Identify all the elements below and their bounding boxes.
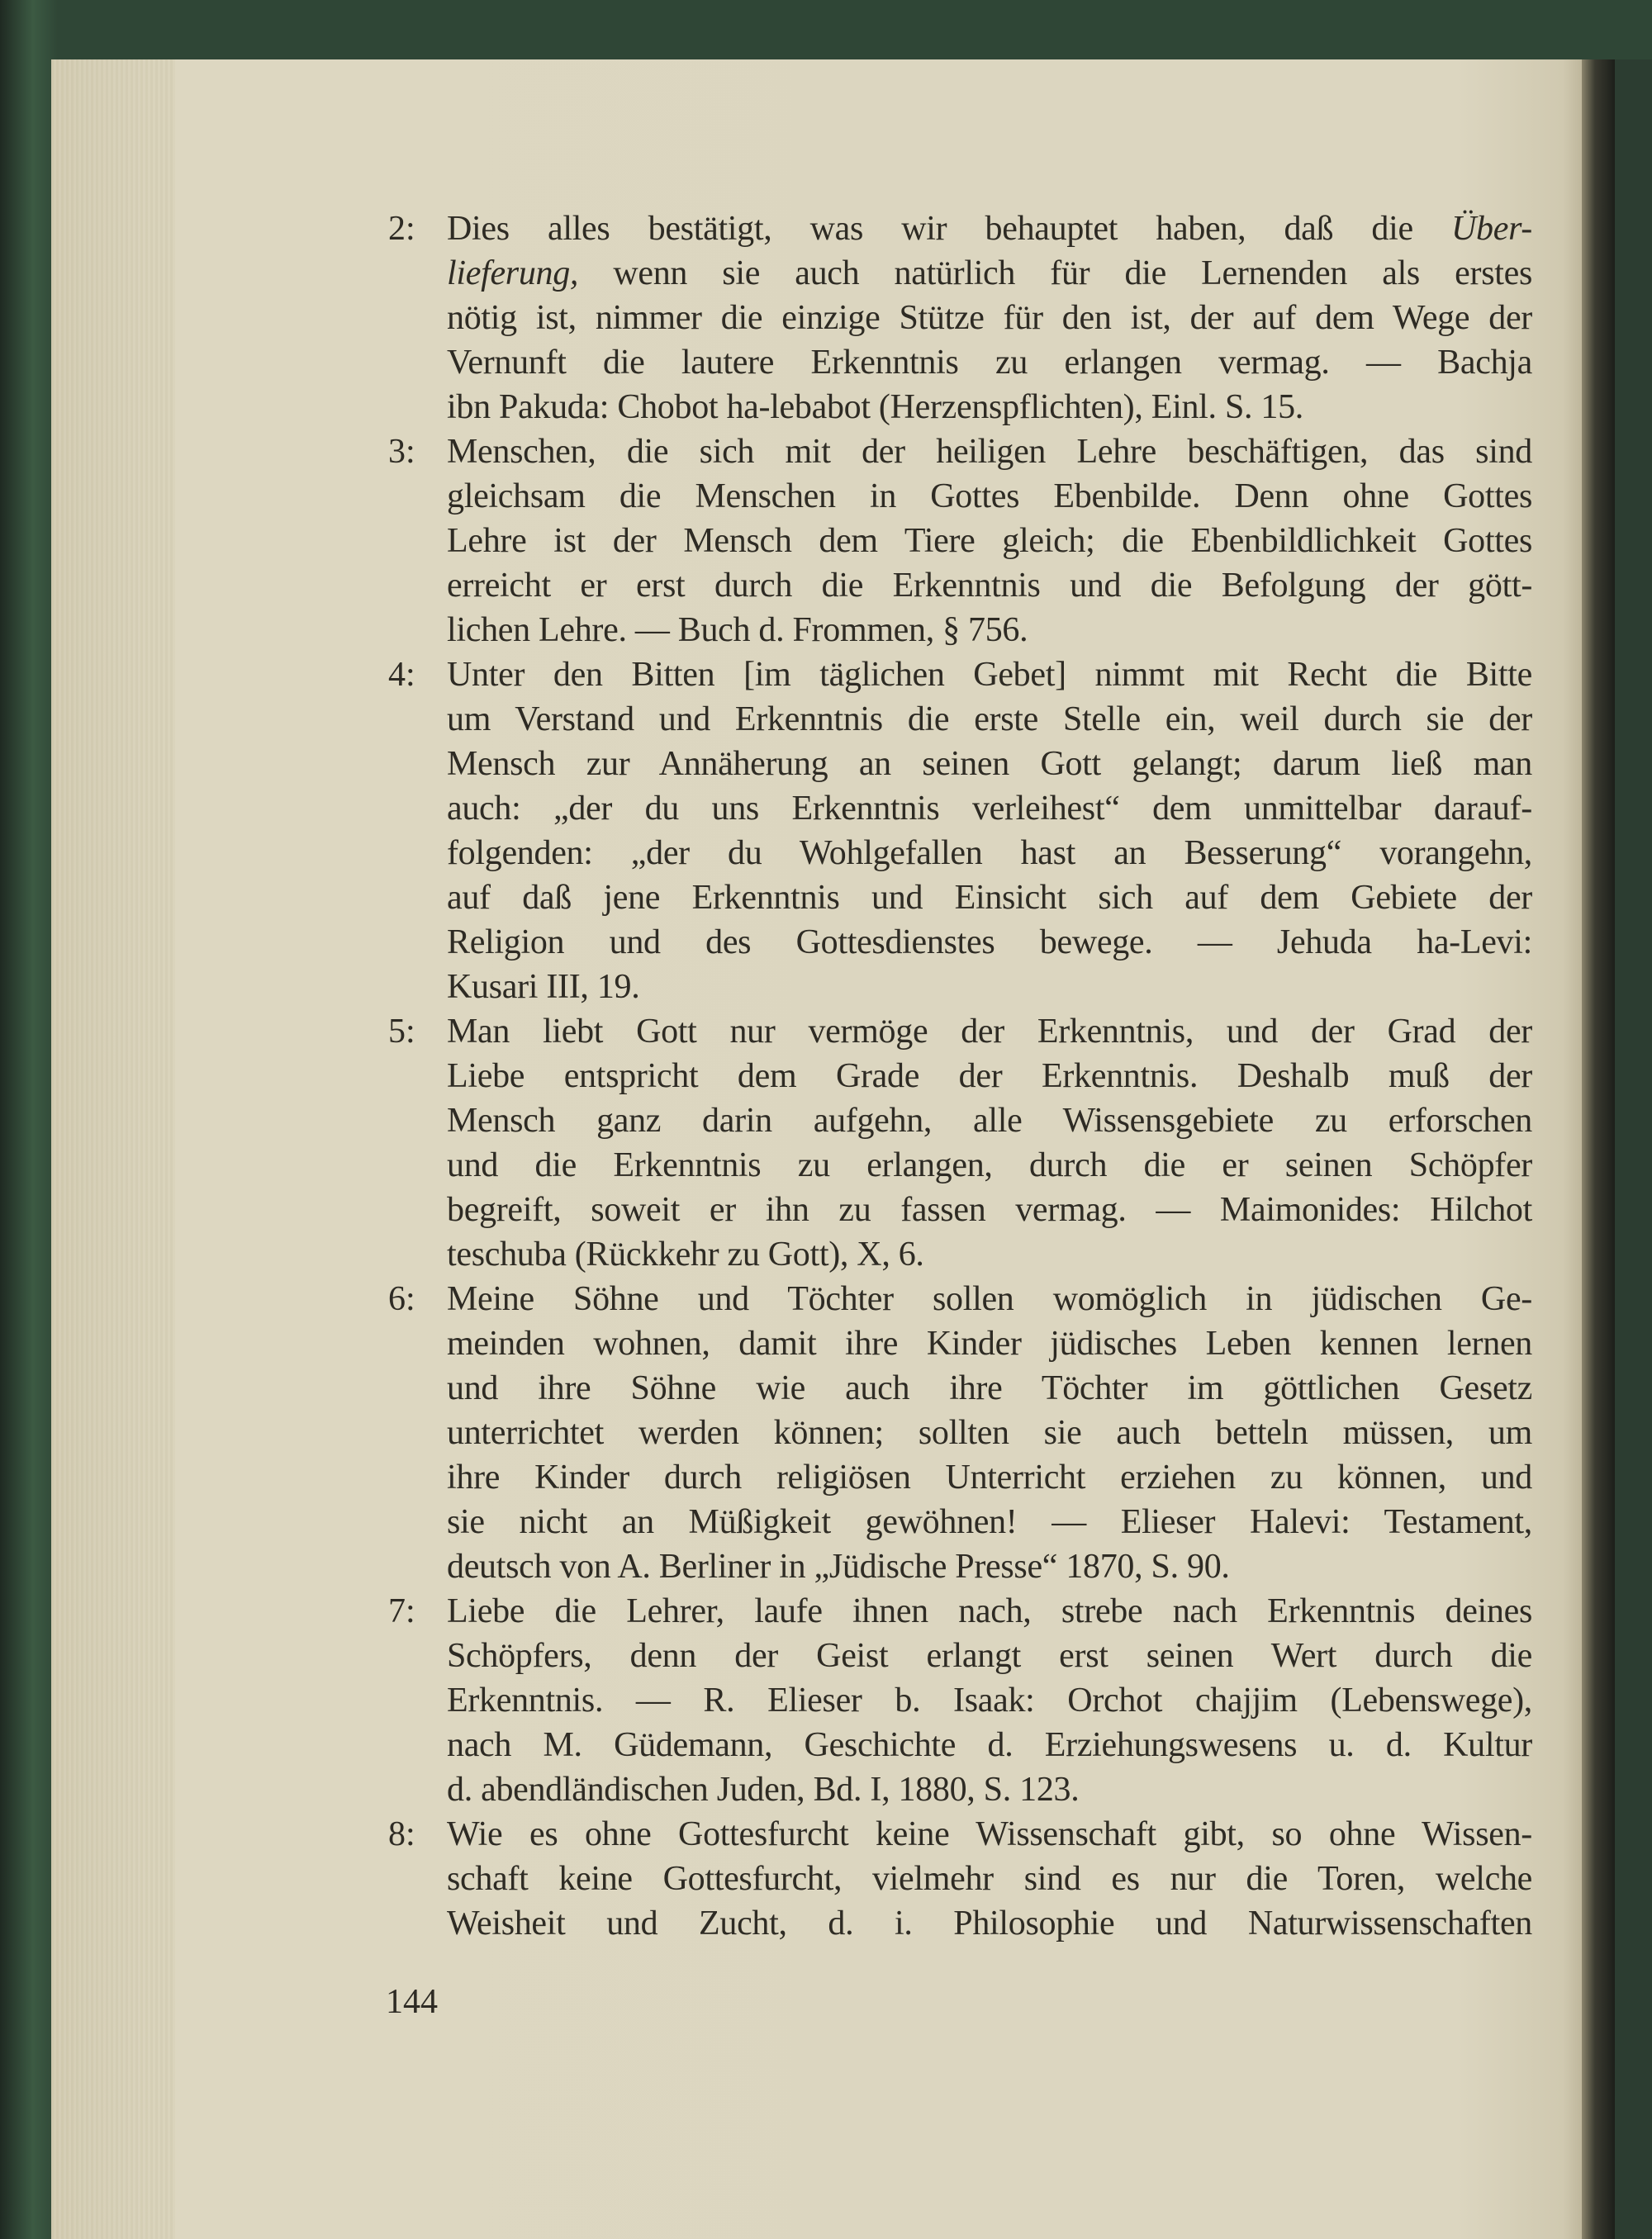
footnote-number: 2: (388, 210, 415, 248)
text-line: Religion und des Gottesdienstes bewege. — Jehuda ha-Levi: (447, 923, 1532, 961)
page-edges (51, 59, 175, 2239)
footnote-number: 8: (388, 1815, 415, 1853)
text-line: Man liebt Gott nur vermöge der Erkenntnis, und der Grad der (447, 1013, 1532, 1051)
text-line: Wie es ohne Gottesfurcht keine Wissenschaft gibt, so ohne Wissen- (447, 1815, 1532, 1853)
text-line: unterrichtet werden können; sollten sie auch betteln müssen, um (447, 1414, 1532, 1452)
text-line: ihre Kinder durch religiösen Unterricht erziehen zu können, und (447, 1459, 1532, 1497)
text-line: ibn Pakuda: Chobot ha-lebabot (Herzenspflichten), Einl. S. 15. (447, 388, 1303, 426)
text-line: meinden wohnen, damit ihre Kinder jüdisches Leben kennen lernen (447, 1325, 1532, 1363)
text-line: Liebe entspricht dem Grade der Erkenntnis. Deshalb muß der (447, 1057, 1532, 1095)
text-line: folgenden: „der du Wohlgefallen hast an Besserung“ vorangehn, (447, 834, 1532, 872)
text-line: lieferung, wenn sie auch natürlich für die Lernenden als erstes (447, 254, 1532, 292)
text-line: Mensch ganz darin aufgehn, alle Wissensgebiete zu erforschen (447, 1102, 1532, 1140)
text-line: begreift, soweit er ihn zu fassen vermag. — Maimonides: Hilchot (447, 1191, 1532, 1229)
footnote-entry (388, 1277, 1532, 1589)
text-line: nach M. Güdemann, Geschichte d. Erziehungswesens u. d. Kultur (447, 1726, 1532, 1764)
footnote-entry (388, 652, 1532, 1009)
footnote-number: 3: (388, 433, 415, 471)
text-line: auch: „der du uns Erkenntnis verleihest“ dem unmittelbar darauf- (447, 790, 1532, 828)
text-line: nötig ist, nimmer die einzige Stütze für den ist, der auf dem Wege der (447, 299, 1532, 337)
footnote-number: 5: (388, 1013, 415, 1051)
book-gutter (1582, 59, 1615, 2239)
text-line: schaft keine Gottesfurcht, vielmehr sind es nur die Toren, welche (447, 1860, 1532, 1898)
footnote-number: 4: (388, 656, 415, 694)
text-line: Kusari III, 19. (447, 968, 640, 1006)
text-line: Erkenntnis. — R. Elieser b. Isaak: Orchot chajjim (Lebenswege), (447, 1682, 1532, 1720)
footnote-entry (388, 206, 1532, 429)
footnote-entry (388, 1009, 1532, 1277)
text-line: und die Erkenntnis zu erlangen, durch die er seinen Schöpfer (447, 1146, 1532, 1184)
text-line: und ihre Söhne wie auch ihre Töchter im göttlichen Gesetz (447, 1369, 1532, 1407)
text-line: Lehre ist der Mensch dem Tiere gleich; die Ebenbildlichkeit Gottes (447, 522, 1532, 560)
text-line: lichen Lehre. — Buch d. Frommen, § 756. (447, 611, 1028, 649)
footnote-number: 6: (388, 1280, 415, 1318)
text-line: sie nicht an Müßigkeit gewöhnen! — Elieser Halevi: Testament, (447, 1503, 1532, 1541)
cover-edge-right (1615, 59, 1652, 2239)
text-line: Unter den Bitten [im täglichen Gebet] nimmt mit Recht die Bitte (447, 656, 1532, 694)
footnote-entry (388, 1812, 1532, 1946)
text-line: d. abendländischen Juden, Bd. I, 1880, S. 123. (447, 1771, 1080, 1809)
text-line: Liebe die Lehrer, laufe ihnen nach, strebe nach Erkenntnis deines (447, 1592, 1532, 1630)
text-line: deutsch von A. Berliner in „Jüdische Presse“ 1870, S. 90. (447, 1548, 1230, 1586)
footnote-entry (388, 1589, 1532, 1812)
text-line: Meine Söhne und Töchter sollen womöglich in jüdischen Ge- (447, 1280, 1532, 1318)
text-line: Vernunft die lautere Erkenntnis zu erlangen vermag. — Bachja (447, 344, 1532, 382)
text-line: auf daß jene Erkenntnis und Einsicht sich auf dem Gebiete der (447, 879, 1532, 917)
text-line: Weisheit und Zucht, d. i. Philosophie und Naturwissenschaften (447, 1905, 1532, 1943)
text-line: erreicht er erst durch die Erkenntnis und die Befolgung der gött- (447, 567, 1532, 605)
text-line: teschuba (Rückkehr zu Gott), X, 6. (447, 1236, 924, 1274)
text-line: Dies alles bestätigt, was wir behauptet haben, daß die Über- (447, 210, 1532, 248)
text-line: um Verstand und Erkenntnis die erste Stelle ein, weil durch sie der (447, 700, 1532, 738)
page-text (388, 206, 1532, 1946)
footnote-entry (388, 429, 1532, 652)
text-line: Schöpfers, denn der Geist erlangt erst seinen Wert durch die (447, 1637, 1532, 1675)
text-line: Menschen, die sich mit der heiligen Lehre beschäftigen, das sind (447, 433, 1532, 471)
page-number: 144 (386, 1983, 438, 2021)
footnote-number: 7: (388, 1592, 415, 1630)
text-line: Mensch zur Annäherung an seinen Gott gelangt; darum ließ man (447, 745, 1532, 783)
text-line: gleichsam die Menschen in Gottes Ebenbilde. Denn ohne Gottes (447, 477, 1532, 515)
